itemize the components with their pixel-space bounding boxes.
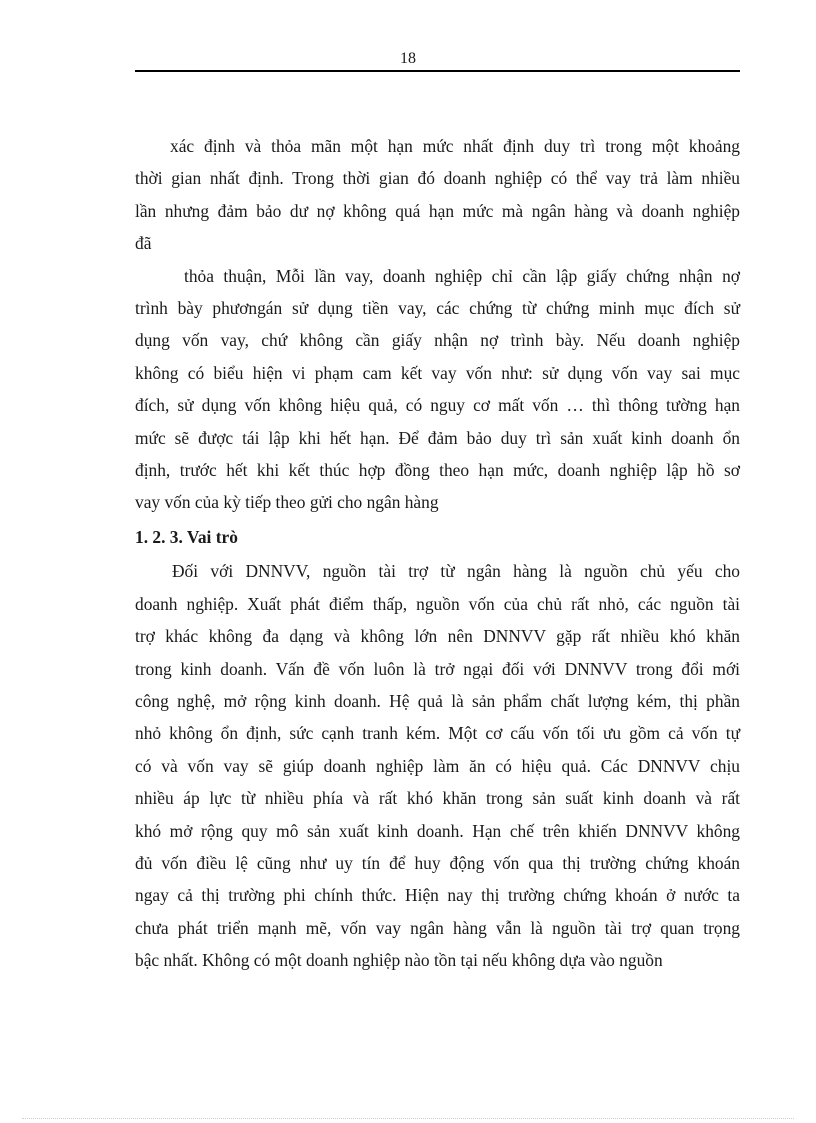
text-line: đã xyxy=(135,233,152,254)
page-number: 18 xyxy=(400,50,416,67)
text-line: chưa phát triển mạnh mẽ, vốn vay ngân hàng vẫn là nguồn tài trợ quan trọng xyxy=(135,917,740,938)
text-line: đủ vốn điều lệ cũng như uy tín để huy động vốn qua thị trường chứng khoán xyxy=(135,852,740,873)
text-line: định, trước hết khi kết thúc hợp đồng theo hạn mức, doanh nghiệp lập hồ sơ xyxy=(135,460,740,481)
text-line: xác định và thỏa mãn một hạn mức nhất định duy trì trong một khoảng xyxy=(170,136,740,156)
section-heading: 1. 2. 3. Vai trò xyxy=(135,526,238,547)
text-line: khó mở rộng quy mô sản xuất kinh doanh. Hạn chế trên khiến DNNVV không xyxy=(135,820,740,841)
text-line: dụng vốn vay, chứ không cần giấy nhận nợ trình bày. Nếu doanh nghiệp xyxy=(135,330,740,351)
text-line: ngay cả thị trường phi chính thức. Hiện nay thị trường chứng khoán ở nước ta xyxy=(135,885,740,906)
text-line: lần nhưng đảm bảo dư nợ không quá hạn mức mà ngân hàng và doanh nghiệp xyxy=(135,200,740,221)
text-line: thời gian nhất định. Trong thời gian đó doanh nghiệp có thể vay trả làm nhiều xyxy=(135,168,740,189)
text-line: đích, sử dụng vốn không hiệu quả, có nguy cơ mất vốn … thì thông tường hạn xyxy=(135,395,740,416)
text-line: mức sẽ được tái lập khi hết hạn. Để đảm bảo duy trì sản xuất kinh doanh ổn xyxy=(135,427,740,448)
header-rule xyxy=(135,70,740,72)
text-line: nhiều áp lực từ nhiều phía và rất khó khăn trong sản suất kinh doanh và rất xyxy=(135,788,740,809)
text-line: thỏa thuận, Mỗi lần vay, doanh nghiệp chỉ cần lập giấy chứng nhận nợ xyxy=(184,265,740,286)
text-line: có và vốn vay sẽ giúp doanh nghiệp làm ăn có hiệu quả. Các DNNVV chịu xyxy=(135,755,740,776)
footer-rule xyxy=(22,1118,794,1119)
text-line: trình bày phươngán sử dụng tiền vay, các chứng từ chứng minh mục đích sử xyxy=(135,298,740,319)
text-line: không có biểu hiện vi phạm cam kết vay vốn như: sử dụng vốn vay sai mục xyxy=(135,362,740,383)
text-line: trong kinh doanh. Vấn đề vốn luôn là trở ngại đối với DNNVV trong đổi mới xyxy=(135,658,740,679)
text-line: trợ khác không đa dạng và không lớn nên DNNVV gặp rất nhiều khó khăn xyxy=(135,626,740,647)
text-line: vay vốn của kỳ tiếp theo gửi cho ngân hàng xyxy=(135,492,439,513)
text-line: Đối với DNNVV, nguồn tài trợ từ ngân hàng là nguồn chủ yếu cho xyxy=(172,561,740,582)
text-line: doanh nghiệp. Xuất phát điểm thấp, nguồn vốn của chủ rất nhỏ, các nguồn tài xyxy=(135,593,740,614)
body-text xyxy=(135,130,740,977)
text-line: nhỏ không ổn định, sức cạnh tranh kém. Một cơ cấu vốn tối ưu gồm cả vốn tự xyxy=(135,723,740,744)
text-line: công nghệ, mở rộng kinh doanh. Hệ quả là sản phẩm chất lượng kém, thị phần xyxy=(135,690,740,711)
text-line: bậc nhất. Không có một doanh nghiệp nào tồn tại nếu không dựa vào nguồn xyxy=(135,950,663,971)
